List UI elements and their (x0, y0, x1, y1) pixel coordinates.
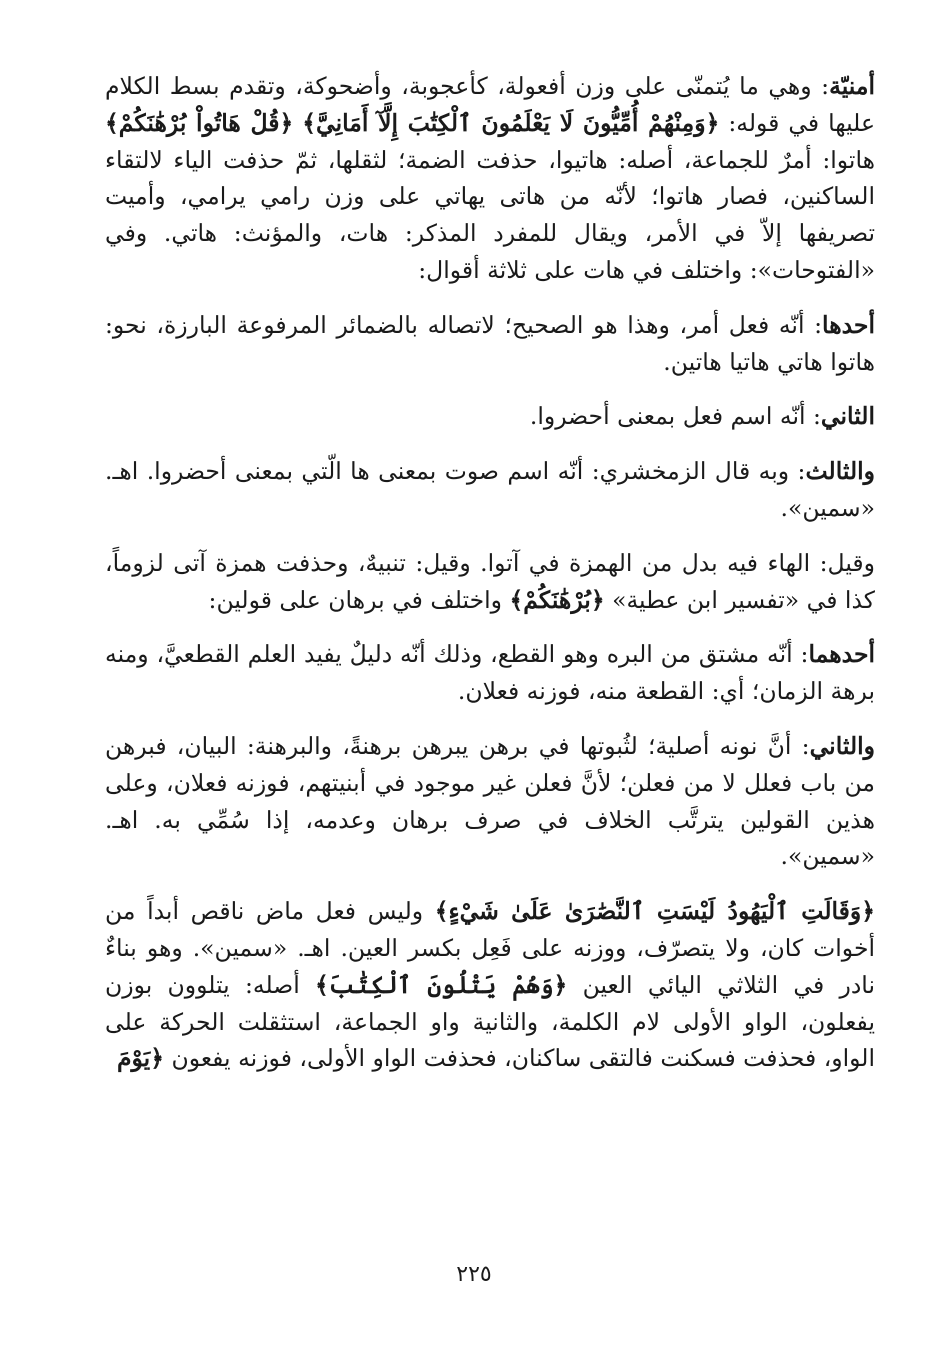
quran-quote: ﴿وَقَالَتِ ٱلْيَهُودُ لَيْسَتِ ٱلنَّصَٰرَىٰ عَلَىٰ شَيْءٍ﴾ (434, 897, 875, 926)
paragraph-text: : أنّه اسم فعل بمعنى أحضروا. (529, 402, 821, 431)
paragraph-opinion-first (105, 307, 875, 381)
paragraph-text: : أنّه مشتق من البره وهو القطع، وذلك أنّه دليلٌ يفيد العلم القطعيَّ، ومنه برهة الزمان؛ أي: القطعة منه، فوزنه فعلان. (105, 640, 875, 706)
paragraph-text (293, 109, 302, 137)
quran-quote: ﴿وَهُمْ يَتْلُونَ ٱلْكِتَٰبَ﴾ (315, 970, 568, 999)
paragraph-qila (105, 545, 875, 619)
paragraph-lead-term: الثاني (820, 402, 875, 431)
paragraph-text: هاتوا: أمرٌ للجماعة، أصله: هاتيوا، حذفت الضمة؛ لثقلها، ثمّ حذفت الياء لالتقاء الساكنين، فصار هاتوا؛ لأنّه من هاتى يهاتي على وزن رامي يرامي، وأميت تصريفها إلاّ في الأمر، ويقال للمفرد المذكر: هات، والمؤنث: هاتي. وفي «الفتوحات»: واختلف في هات على ثلاثة أقوال: (105, 145, 875, 284)
quran-quote: ﴿قُلْ هَاتُواْ بُرْهَٰنَكُمْ﴾ (105, 108, 294, 137)
paragraph-lead-term: والثاني (809, 731, 875, 760)
paragraph-lead-term: أمنيّة (829, 72, 875, 100)
paragraph-text: : وبه قال الزمخشري: أنّه اسم صوت بمعنى ها الّتي بمعنى أحضروا. اهـ. «سمين». (105, 457, 875, 522)
paragraph-text: واختلف في برهان على قولين: (208, 585, 510, 614)
paragraph-text: وليس فعل ماض ناقص أبداً من أخوات كان، ولا يتصرّف، ووزنه على فَعِل بكسر العين. اهـ. «سمين». وهو بناءٌ نادر في الثلاثي اليائي العين (105, 897, 875, 999)
quran-quote: ﴿يَوْمَ (116, 1044, 164, 1073)
paragraph-umniyya (105, 68, 875, 289)
page-number: ٢٢٥ (456, 1262, 492, 1287)
paragraph-text: أصله: يتلوون بوزن يفعلون، الواو الأولى لام الكلمة، والثانية واو الجماعة، استثقلت الحركة على الواو، فحذفت فسكنت فالتقى ساكنان، فحذفت الواو الأولى، فوزنه يفعون (105, 970, 875, 1073)
paragraph-opinion-third (105, 453, 875, 527)
quran-quote: ﴿وَمِنْهُمْ أُمِّيُّونَ لَا يَعْلَمُونَ ٱلْكِتَٰبَ إِلَّآ أَمَانِيَّ﴾ (302, 108, 720, 137)
paragraph-text: : أنَّ نونه أصلية؛ لثُبوتها في برهن يبرهن برهنةً، والبرهنة: البيان، فبرهن من باب فعلل لا من فعلن؛ لأنَّ فعلن غير موجود في أبنيتهم، فوزنه فعلان، وعلى هذين القولين يترتَّب الخلاف في صرف برهان وعدمه، إذا سُمِّي به. اهـ. «سمين». (105, 731, 875, 871)
paragraph-text: وقيل: الهاء فيه بدل من الهمزة في آتوا. وقيل: تنبيهٌ، وحذفت همزة آتى لزوماً، كذا في «تفسير ابن عطية» (105, 548, 875, 614)
page-body (105, 68, 875, 1077)
paragraph-lead-term: أحدها (822, 310, 875, 339)
paragraph-text: : أنّه فعل أمر، وهذا هو الصحيح؛ لاتصاله بالضمائر المرفوعة البارزة، نحو: هاتوا هاتي هاتيا هاتين. (105, 310, 875, 376)
paragraph-burhan-first (105, 636, 875, 710)
paragraph-opinion-second (105, 398, 875, 435)
quran-quote: ﴿بُرْهَٰنَكُمْ﴾ (509, 585, 605, 614)
paragraph-lead-term: أحدهما (808, 640, 875, 669)
paragraph-lead-term: والثالث (805, 457, 875, 486)
paragraph-burhan-second (105, 728, 875, 875)
paragraph-text: : وهي ما يُتمنّى على وزن أفعولة، كأعجوبة، وأضحوكة، وتقدم بسط الكلام عليها في قوله: (105, 72, 875, 137)
paragraph-laysa (105, 893, 875, 1077)
